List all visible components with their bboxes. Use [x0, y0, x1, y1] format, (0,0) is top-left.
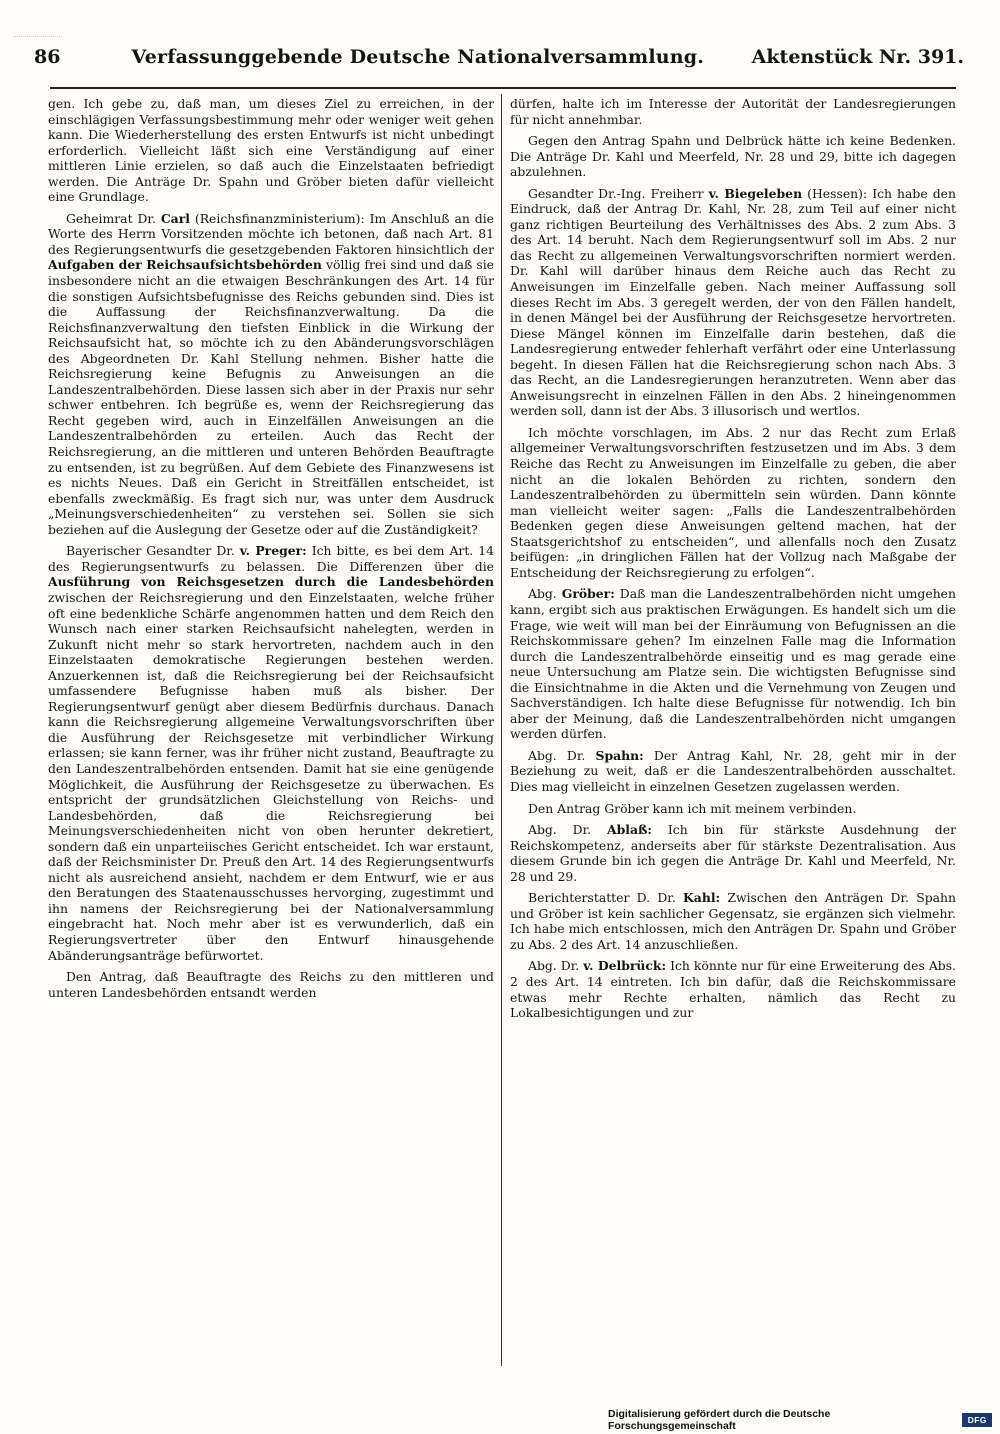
text-run: Zwischen den Anträgen Dr. Spahn und Gröber ist kein sachlicher Gegensatz, sie ergänzen sich vielmehr. Ich habe mich entschlossen, mich den Anträgen Dr. Spahn und Gröber zu Abs. 2 des Art. 14 anzuschließen.	[510, 890, 956, 952]
column-divider	[501, 94, 502, 1366]
paragraph	[510, 586, 956, 741]
text-run: völlig frei sind und daß sie insbesondere nicht an die etwaigen Beschränkungen des Art. 14 für die sonstigen Aufsichtsbefugnisse des Reichs gebunden sind. Dies ist die Auffassung der Reichsfinanzverwaltung. Da die Reichsfinanzverwaltung den tiefsten Einblick in die Wirkung der Reichsaufsicht hat, so möchte ich zu den Abänderungsvorschlägen des Abgeordneten Dr. Kahl Stellung nehmen. Bisher hatte die Reichsregierung keine Befugnis zu Anweisungen an die Landeszentralbehörden. Diese lassen sich aber in der Praxis nur sehr schwer entbehren. Ich begrüße es, wenn der Reichsregierung das Recht gegeben wird, auch in Einzelfällen Anweisungen an die Landeszentralbehörden zu erteilen. Auch das Recht der Reichsregierung, an die mittleren und unteren Behörden Beauftragte zu entsenden, ist zu begrüßen. Auf dem Gebiete des Finanzwesens ist es nichts Neues. Daß ein Gericht in Streitfällen entscheidet, ist ebenfalls zweckmäßig. Es fragt sich nur, was unter dem Ausdruck „Meinungsverschiedenheiten“ zu verstehen sei. Sollen sie sich beziehen auf die Auslegung der Gesetze oder auf die Zuständigkeit?	[48, 257, 494, 537]
paragraph	[48, 96, 494, 205]
emphasis: Ablaß:	[606, 822, 652, 838]
paragraph	[510, 748, 956, 795]
paragraph	[510, 801, 956, 817]
text-run: gen. Ich gebe zu, daß man, um dieses Ziel zu erreichen, in der einschlägigen Verfassungsbestimmung mehr oder weniger weit gehen kann. Die Wiederherstellung des ersten Entwurfs ist nicht unbedingt erforderlich. Vielleicht läßt sich eine Verständigung auf einer mittleren Linie erzielen, so daß auch die Einzelstaaten befriedigt werden. Die Anträge Dr. Spahn und Gröber bieten dafür vielleicht eine Grundlage.	[48, 96, 494, 205]
text-run: zwischen der Reichsregierung und den Einzelstaaten, welche früher oft eine bedenkliche Schärfe angenommen hatten und dem Reich den Wunsch nach einer starken Reichsaufsicht nahelegten, werden in Zukunft nicht mehr so stark hervortreten, nachdem auch in den Einzelstaaten demokratische Regierungen bestehen werden. Anzuerkennen ist, daß die Reichsregierung bei der Reichsaufsicht umfassendere Befugnisse haben muß als bisher. Der Regierungsentwurf genügt aber diesem Bedürfnis durchaus. Danach kann die Reichsregierung allgemeine Verwaltungsvorschriften über die Ausführung der Reichsgesetze mit verbindlicher Wirkung erlassen; sie kann ferner, was ihr früher nicht zustand, Beauftragte zu den Landeszentralbehörden entsenden. Damit hat sie eine genügende Möglichkeit, die Ausführung der Reichsgesetze zu überwachen. Es entspricht der grundsätzlichen Gleichstellung von Reichs- und Landesbehörden, daß die Reichsregierung bei Meinungsverschiedenheiten nicht von oben herunter dekretiert, sondern daß ein unparteiisches Gericht entscheidet. Ich war erstaunt, daß der Reichsminister Dr. Preuß den Art. 14 des Regierungsentwurfs nicht als ausreichend ansieht, nachdem er dem Entwurf, wie er aus den Beratungen des Staatenausschusses hervorging, zugestimmt und ihn namens der Reichsregierung bei der Nationalversammlung eingebracht hat. Noch mehr aber ist es verwunderlich, daß ein Regierungsvertreter über den Entwurf hinausgehende Abänderungsanträge befürwortet.	[48, 589, 494, 963]
text-run: Gegen den Antrag Spahn und Delbrück hätte ich keine Bedenken. Die Anträge Dr. Kahl und Meerfeld, Nr. 28 und 29, bitte ich dagegen abzulehnen.	[510, 133, 956, 180]
text-run: Daß man die Landeszentralbehörden nicht umgehen kann, ergibt sich aus praktischen Erwägungen. Es handelt sich um die Frage, wie weit will man bei der Einräumung von Befugnissen an die Reichskommissare gehen? Im einzelnen Falle mag die Information durch die Landeszentralbehörde einseitig und es mag gerade eine neue Untersuchung am Platze sein. Die wichtigsten Befugnisse sind die Einsichtnahme in die Akten und die Vernehmung von Zeugen und Sachverständigen. Ich halte diese Befugnisse für notwendig. Ich bin aber der Meinung, daß die Landeszentralbehörden nicht umgangen werden dürfen.	[510, 586, 956, 742]
emphasis: Spahn:	[595, 747, 644, 763]
paragraph	[510, 186, 956, 419]
dfg-logo-icon: DFG	[962, 1413, 992, 1427]
text-run: dürfen, halte ich im Interesse der Autorität der Landesregierungen für nicht annehmbar.	[510, 96, 956, 127]
text-run: (Reichsfinanzministerium): Im Anschluß an die Worte des Herrn Vorsitzenden möchte ich betonen, daß nach Art. 81 des Regierungsentwurfs die gesetzgebenden Faktoren hinsichtlich der	[48, 210, 494, 257]
text-run: Ich möchte vorschlagen, im Abs. 2 nur das Recht zum Erlaß allgemeiner Verwaltungsvorschriften festzusetzen und im Abs. 3 dem Reiche das Recht zu Anweisungen im Einzelfalle zu geben, die aber nicht an die lokalen Behörden zu richten, sondern den Landeszentralbehörden zu übermitteln sein würden. Dann könnte man vielleicht weiter sagen: „Falls die Landeszentralbehörden Bedenken gegen diese Anweisungen geltend machen, hat der Staatsgerichtshof zu entscheiden“, und allenfalls noch den Zusatz beifügen: „in dringlichen Fällen hat der Vollzug nach Maßgabe der Entscheidung der Reichsregierung zu erfolgen“.	[510, 424, 956, 580]
paragraph	[48, 969, 494, 1000]
paragraph	[510, 96, 956, 127]
paragraph	[510, 822, 956, 884]
right-column	[510, 96, 956, 1366]
text-run: Ich bitte, es bei dem Art. 14 des Regierungsentwurfs zu belassen. Die Differenzen über die	[48, 543, 494, 574]
text-run: Ich bin für stärkste Ausdehnung der Reichskompetenz, anderseits aber für stärkste Dezentralisation. Aus diesem Grunde bin ich gegen die Anträge Dr. Kahl und Meerfeld, Nr. 28 und 29.	[510, 822, 956, 884]
text-run: Den Antrag, daß Beauftragte des Reichs zu den mittleren und unteren Landesbehörden entsandt werden	[48, 969, 494, 1000]
text-run: Gesandter Dr.-Ing. Freiherr	[528, 185, 709, 201]
emphasis: Gröber:	[561, 586, 615, 602]
paragraph	[48, 543, 494, 963]
paragraph	[510, 133, 956, 180]
page-header	[34, 46, 964, 80]
text-run: Berichterstatter D. Dr.	[528, 890, 684, 906]
emphasis: Kahl:	[683, 890, 721, 906]
running-title: Verfassunggebende Deutsche Nationalversammlung.	[131, 46, 705, 68]
text-run: Ich könnte nur für eine Erweiterung des Abs. 2 des Art. 14 eintreten. Ich bin dafür, daß die Reichskommissare etwas mehr Rechte erhalten, nämlich das Recht zu Lokalbesichtigungen und zur	[510, 958, 956, 1021]
paragraph	[510, 958, 956, 1020]
emphasis: Carl	[160, 210, 190, 226]
left-column	[48, 96, 494, 1366]
text-run: Abg.	[528, 586, 562, 602]
page-number: 86	[34, 46, 61, 68]
text-run: Der Antrag Kahl, Nr. 28, geht mir in der Beziehung zu weit, daß er die Landeszentralbehörden ausschaltet. Dies mag vielleicht in einzelnen Gesetzen zugelassen werden.	[510, 747, 956, 794]
document-reference: Aktenstück Nr. 391.	[751, 46, 964, 68]
text-run: Abg. Dr.	[528, 747, 596, 763]
footer	[608, 1408, 992, 1432]
paragraph	[48, 211, 494, 537]
text-run: Abg. Dr.	[528, 958, 584, 974]
emphasis: Aufgaben der Reichsaufsichtsbehörden	[48, 257, 322, 273]
text-run: (Hessen): Ich habe den Eindruck, daß der Antrag Dr. Kahl, Nr. 28, zum Teil auf einer nicht ganz richtigen Beurteilung des Verhältnisses des Abs. 2 zum Abs. 3 des Art. 14 beruht. Nach dem Regierungsentwurf soll im Abs. 2 nur das Recht zu allgemeinen Verwaltungsvorschriften normiert werden. Dr. Kahl will darüber hinaus dem Reiche auch das Recht zu Anweisungen im Einzelfalle geben. Nach meiner Auffassung soll dieses Recht im Abs. 3 geregelt werden, der von den Fällen handelt, in denen Mängel bei der Ausführung der Reichsgesetze hervortreten. Diese Mängel können im Einzelfalle darin bestehen, daß die Landesregierung entweder fehlerhaft verfährt oder eine Unterlassung begeht. In diesen Fällen hat die Reichsregierung schon nach Abs. 3 das Recht, an die Landesregierungen heranzutreten. Wenn aber das Anweisungsrecht in einzelnen Fällen in den Abs. 2 hineingenommen werden soll, dann ist der Abs. 3 illusorisch und wertlos.	[510, 185, 956, 419]
text-run: Den Antrag Gröber kann ich mit meinem verbinden.	[528, 800, 857, 816]
emphasis: v. Biegeleben	[708, 185, 803, 201]
text-run: Abg. Dr.	[528, 822, 607, 838]
header-rule	[50, 87, 956, 89]
emphasis: v. Delbrück:	[583, 958, 667, 974]
paragraph	[510, 425, 956, 580]
emphasis: v. Preger:	[239, 543, 307, 559]
footer-credit: Digitalisierung gefördert durch die Deutsche Forschungsgemeinschaft	[608, 1408, 831, 1432]
scan-artifact	[14, 36, 62, 43]
emphasis: Ausführung von Reichsgesetzen durch die Landesbehörden	[48, 574, 494, 590]
paragraph	[510, 890, 956, 952]
text-run: Bayerischer Gesandter Dr.	[66, 543, 240, 559]
text-run: Geheimrat Dr.	[66, 210, 161, 226]
